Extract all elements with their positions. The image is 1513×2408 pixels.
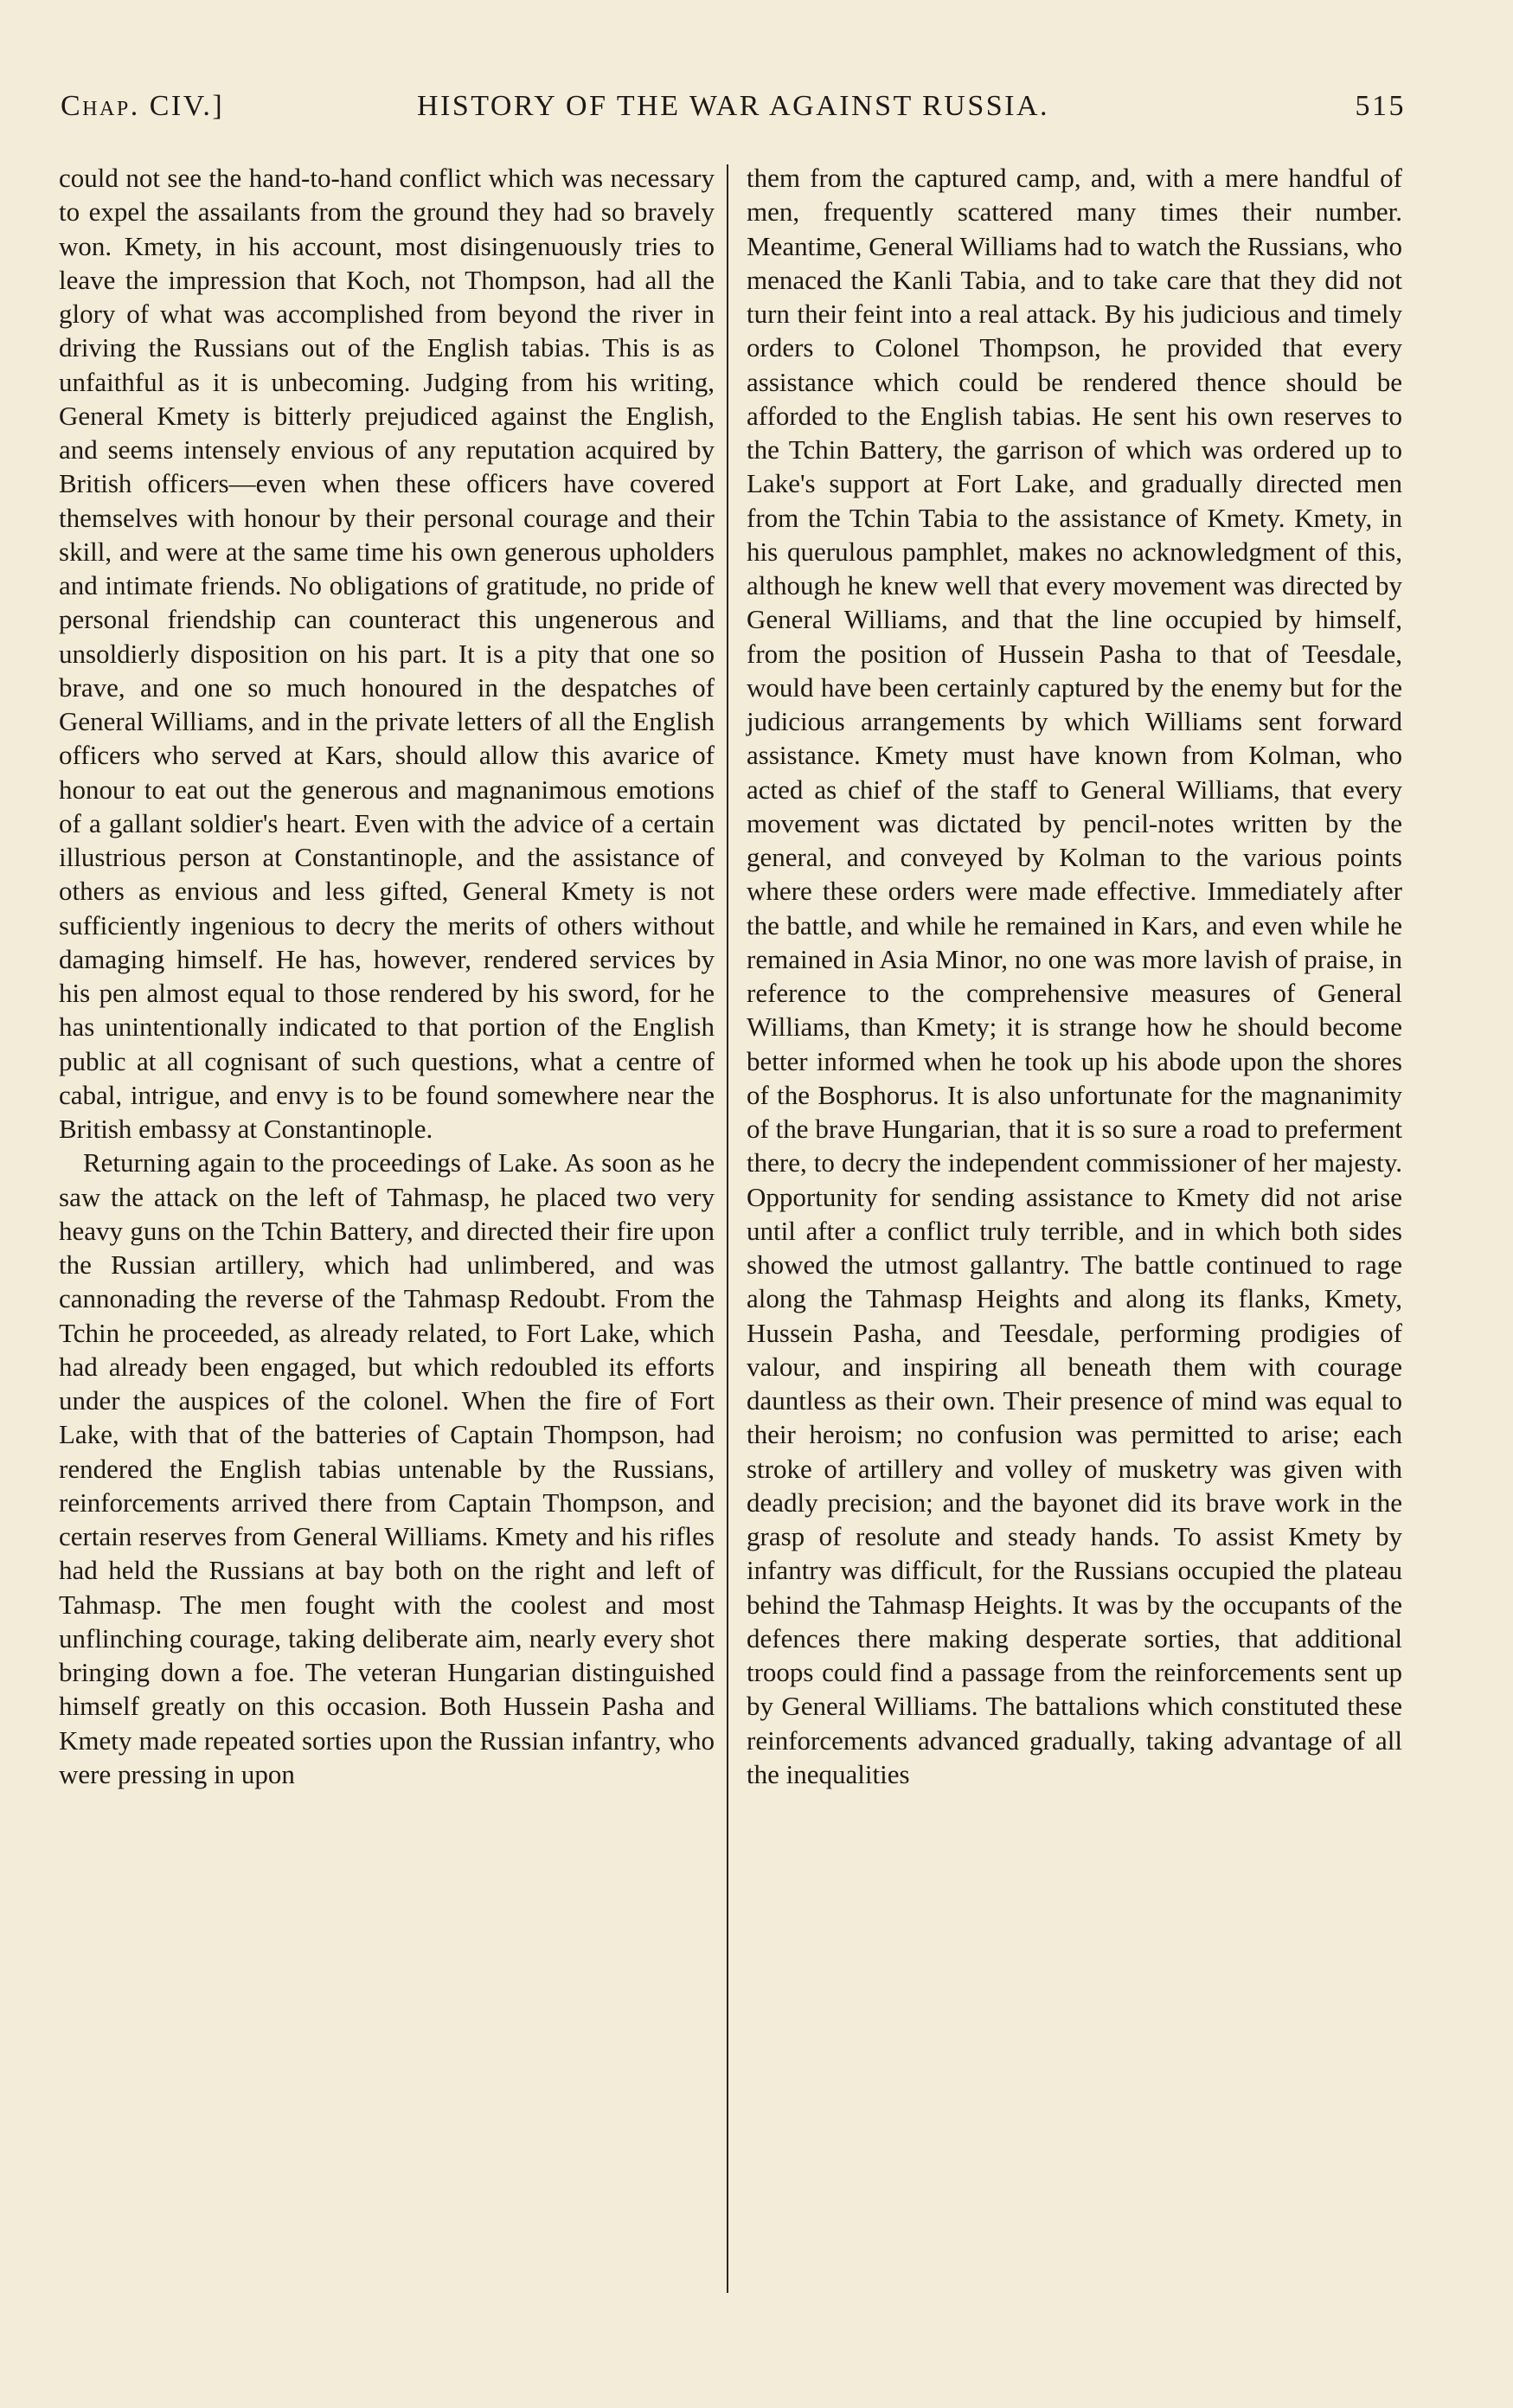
paragraph: could not see the hand-to-hand conflict which was necessary to expel the assailants from the ground they had so bravely won. Kmety, in his account, most disingenuously tries to leave the impression that Koch, not Thompson, had all the glory of what was accomplished from beyond the river in driving the Russians out of the English tabias. This is as unfaithful as it is unbecoming. Judging from his writing, General Kmety is bitterly prejudiced against the English, and seems intensely envious of any reputation acquired by British officers—even when these officers have covered themselves with honour by their personal courage and their skill, and were at the same time his own generous upholders and intimate friends. No obligations of gratitude, no pride of personal friendship can counteract this ungenerous and unsoldierly disposition on his part. It is a pity that one so brave, and one so much honoured in the despatches of General Williams, and in the private letters of all the English officers who served at Kars, should allow this avarice of honour to eat out the generous and magnanimous emotions of a gallant soldier's heart. Even with the advice of a certain illustrious person at Constantinople, and the assistance of others as envious and less gifted, General Kmety is not sufficiently ingenious to decry the merits of others without damaging himself. He has, however, rendered services by his pen almost equal to those rendered by his sword, for he has unintentionally indicated to that portion of the English public at all cognisant of such questions, what a centre of cabal, intrigue, and envy is to be found somewhere near the British embassy at Constantinople. <box>59 163 715 1144</box>
page-number: 515 <box>1355 90 1406 122</box>
right-column <box>747 161 1402 1791</box>
page-title: HISTORY OF THE WAR AGAINST RUSSIA. <box>416 90 1050 122</box>
left-column <box>59 161 715 1791</box>
paragraph: Returning again to the proceedings of Lake. As soon as he saw the attack on the left of Tahmasp, he placed two very heavy guns on the Tchin Battery, and directed their fire upon the Russian artillery, which had unlimbered, and was cannonading the reverse of the Tahmasp Redoubt. From the Tchin he proceeded, as already related, to Fort Lake, which had already been engaged, but which redoubled its efforts under the auspices of the colonel. When the fire of Fort Lake, with that of the batteries of Captain Thompson, had rendered the English tabias untenable by the Russians, reinforcements arrived there from Captain Thompson, and certain reserves from General Williams. Kmety and his rifles had held the Russians at bay both on the right and left of Tahmasp. The men fought with the coolest and most unflinching courage, taking deliberate aim, nearly every shot bringing down a foe. The veteran Hungarian distinguished himself greatly on this occasion. Both Hussein Pasha and Kmety made repeated sorties upon the Russian infantry, who were pressing in upon <box>59 1147 715 1789</box>
paragraph: them from the captured camp, and, with a mere handful of men, frequently scattered many times their number. Meantime, General Williams had to watch the Russians, who menaced the Kanli Tabia, and to take care that they did not turn their feint into a real attack. By his judicious and timely orders to Colonel Thompson, he provided that every assistance which could be rendered thence should be afforded to the English tabias. He sent his own reserves to the Tchin Battery, the garrison of which was ordered up to Lake's support at Fort Lake, and gradually directed men from the Tchin Tabia to the assistance of Kmety. Kmety, in his querulous pamphlet, makes no acknowledgment of this, although he knew well that every movement was directed by General Williams, and that the line occupied by himself, from the position of Hussein Pasha to that of Teesdale, would have been certainly captured by the enemy but for the judicious arrangements by which Williams sent forward assistance. Kmety must have known from Kolman, who acted as chief of the staff to General Williams, that every movement was dictated by pencil-notes written by the general, and conveyed by Kolman to the various points where these orders were made effective. Immediately after the battle, and while he remained in Kars, and even while he remained in Asia Minor, no one was more lavish of praise, in reference to the comprehensive measures of General Williams, than Kmety; it is strange how he should become better informed when he took up his abode upon the shores of the Bosphorus. It is also unfortunate for the magnanimity of the brave Hungarian, that it is so sure a road to preferment there, to decry the independent commissioner of her majesty. Opportunity for sending assistance to Kmety did not arise until after a conflict truly terrible, and in which both sides showed the utmost gallantry. The battle continued to rage along the Tahmasp Heights and along its flanks, Kmety, Hussein Pasha, and Teesdale, performing prodigies of valour, and inspiring all beneath them with courage dauntless as their own. Their presence of mind was equal to their heroism; no confusion was permitted to arise; each stroke of artillery and volley of musketry was given with deadly precision; and the bayonet did its brave work in the grasp of resolute and steady hands. To assist Kmety by infantry was difficult, for the Russians occupied the plateau behind the Tahmasp Heights. It was by the occupants of the defences there making desperate sorties, that additional troops could find a passage from the reinforcements sent up by General Williams. The battalions which constituted these reinforcements advanced gradually, taking advantage of all the inequalities <box>747 163 1402 1789</box>
chapter-label: Chap. CIV.] <box>61 90 225 122</box>
column-divider <box>727 164 728 2293</box>
running-head <box>61 90 1406 135</box>
